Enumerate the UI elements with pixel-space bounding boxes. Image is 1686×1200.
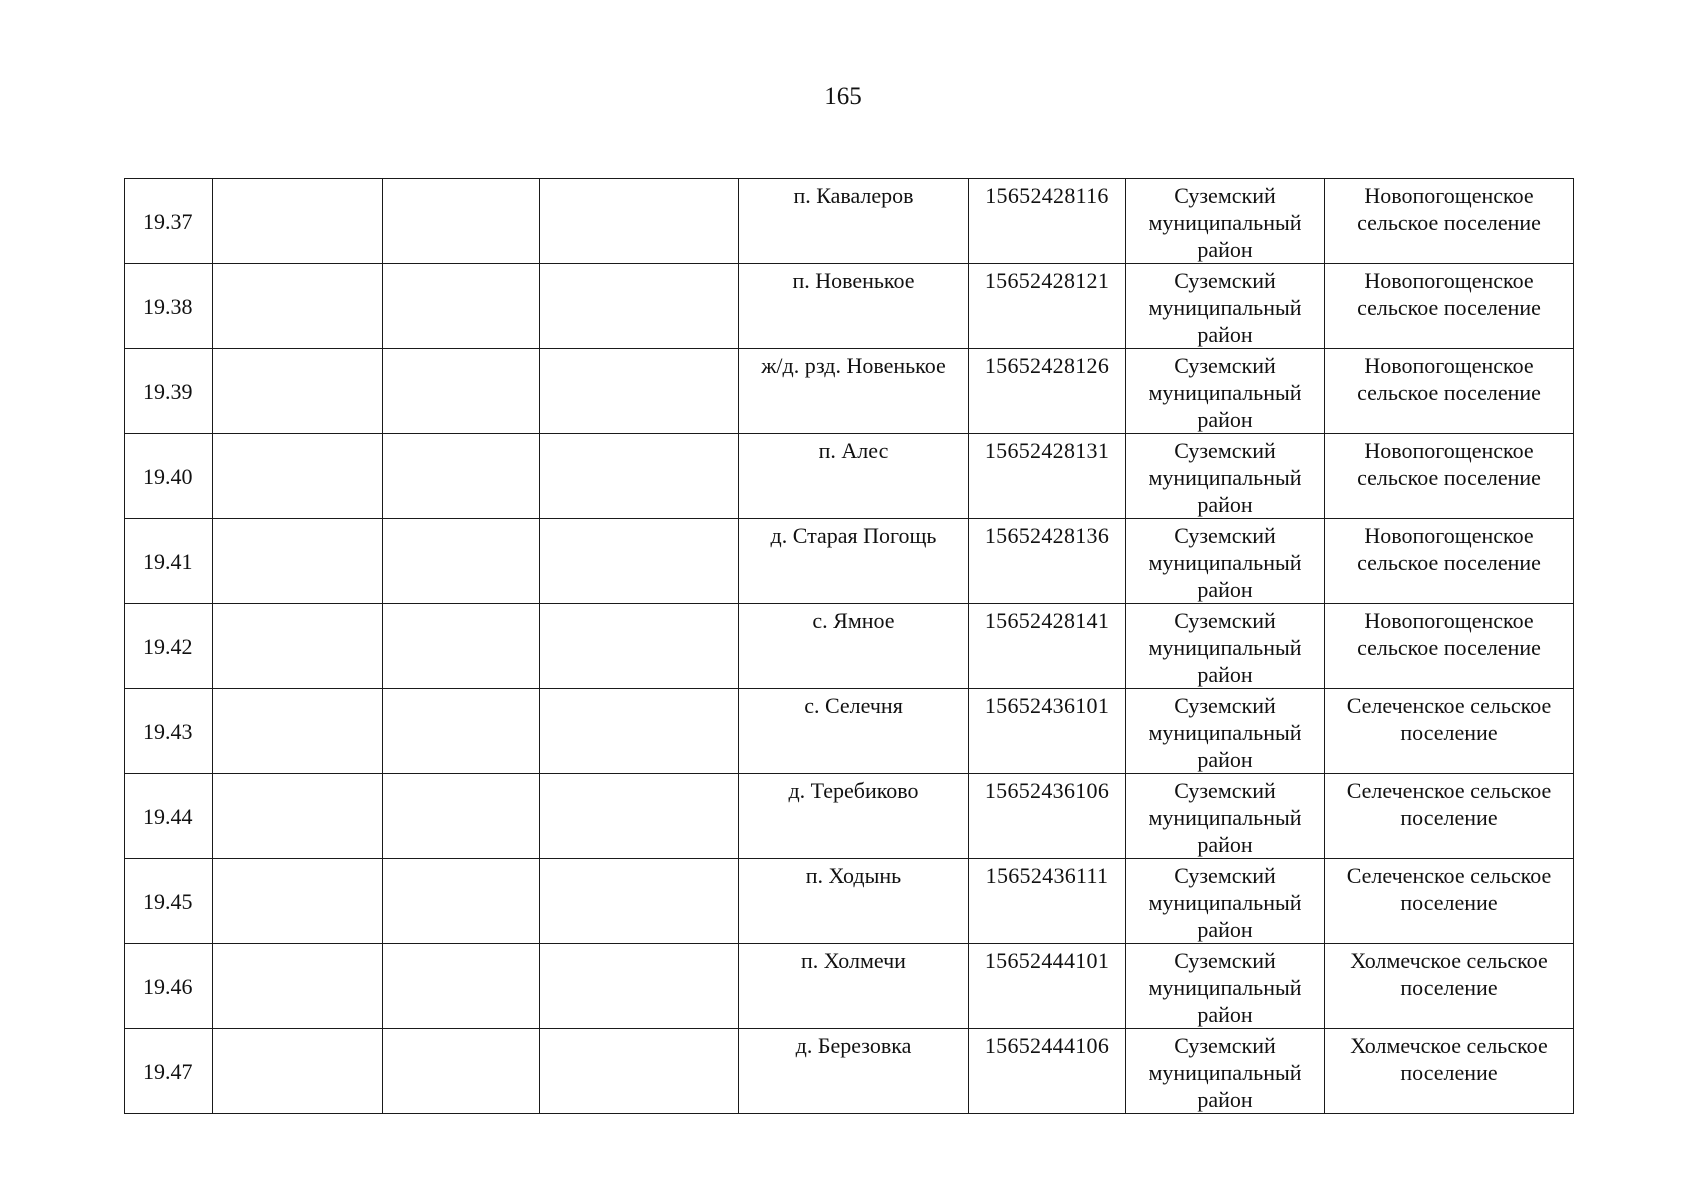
district-line: муниципальный bbox=[1148, 720, 1302, 745]
empty-cell bbox=[213, 859, 383, 944]
page-number: 165 bbox=[824, 83, 862, 110]
empty-cell bbox=[213, 349, 383, 434]
district-cell bbox=[1126, 1029, 1325, 1114]
oktmo-code: 15652436101 bbox=[984, 693, 1110, 718]
oktmo-code-cell bbox=[969, 689, 1126, 774]
settlement-name-cell bbox=[739, 1029, 969, 1114]
empty-cell bbox=[540, 774, 739, 859]
table-row bbox=[125, 1029, 1574, 1114]
row-number: 19.37 bbox=[143, 208, 193, 234]
district-cell bbox=[1126, 434, 1325, 519]
oktmo-code: 15652428136 bbox=[984, 523, 1110, 548]
empty-cell bbox=[540, 944, 739, 1029]
settlement-name: п. Кавалеров bbox=[793, 183, 914, 208]
district-line: район bbox=[1197, 917, 1253, 942]
municipal-settlement-line: поселение bbox=[1400, 720, 1498, 745]
municipal-settlement-line: Селеченское сельское bbox=[1346, 693, 1552, 718]
empty-cell bbox=[213, 434, 383, 519]
municipal-settlement-line: сельское поселение bbox=[1357, 550, 1541, 575]
table-row bbox=[125, 434, 1574, 519]
empty-cell bbox=[213, 689, 383, 774]
municipal-settlement-line: сельское поселение bbox=[1357, 635, 1541, 660]
row-number-cell bbox=[125, 434, 213, 519]
empty-cell bbox=[383, 519, 540, 604]
oktmo-code-cell bbox=[969, 774, 1126, 859]
oktmo-code: 15652444101 bbox=[984, 948, 1110, 973]
empty-cell bbox=[383, 349, 540, 434]
district-line: Суземский bbox=[1174, 948, 1276, 973]
row-number-cell bbox=[125, 944, 213, 1029]
row-number-cell bbox=[125, 859, 213, 944]
district-line: район bbox=[1197, 407, 1253, 432]
settlement-name: п. Ходынь bbox=[805, 863, 902, 888]
row-number: 19.44 bbox=[143, 803, 193, 829]
municipal-settlement-line: поселение bbox=[1400, 890, 1498, 915]
oktmo-code: 15652428131 bbox=[984, 438, 1110, 463]
empty-cell bbox=[213, 519, 383, 604]
table-row bbox=[125, 349, 1574, 434]
empty-cell bbox=[383, 859, 540, 944]
district-line: район bbox=[1197, 662, 1253, 687]
settlement-name-cell bbox=[739, 179, 969, 264]
row-number-cell bbox=[125, 179, 213, 264]
district-cell bbox=[1126, 179, 1325, 264]
municipal-settlement-cell bbox=[1325, 1029, 1574, 1114]
oktmo-code: 15652428141 bbox=[984, 608, 1110, 633]
municipal-settlement-line: Новопогощенское bbox=[1364, 183, 1534, 208]
district-line: муниципальный bbox=[1148, 550, 1302, 575]
row-number-cell bbox=[125, 264, 213, 349]
municipal-settlement-line: Новопогощенское bbox=[1364, 353, 1534, 378]
settlement-name-cell bbox=[739, 774, 969, 859]
oktmo-code: 15652444106 bbox=[984, 1033, 1110, 1058]
municipal-settlement-cell bbox=[1325, 944, 1574, 1029]
district-line: Суземский bbox=[1174, 523, 1276, 548]
oktmo-code: 15652428116 bbox=[985, 183, 1109, 208]
empty-cell bbox=[540, 1029, 739, 1114]
district-cell bbox=[1126, 349, 1325, 434]
table-row bbox=[125, 944, 1574, 1029]
row-number: 19.42 bbox=[143, 633, 193, 659]
table-row bbox=[125, 689, 1574, 774]
oktmo-code-cell bbox=[969, 434, 1126, 519]
municipal-settlement-cell bbox=[1325, 349, 1574, 434]
row-number-cell bbox=[125, 349, 213, 434]
table-row bbox=[125, 264, 1574, 349]
municipal-settlement-cell bbox=[1325, 434, 1574, 519]
district-line: район bbox=[1197, 322, 1253, 347]
municipal-settlement-line: Холмечское сельское bbox=[1350, 1033, 1548, 1058]
row-number: 19.41 bbox=[143, 548, 193, 574]
municipal-settlement-line: Новопогощенское bbox=[1364, 438, 1534, 463]
settlement-name-cell bbox=[739, 689, 969, 774]
municipal-settlement-line: Новопогощенское bbox=[1364, 268, 1534, 293]
oktmo-code: 15652428121 bbox=[984, 268, 1110, 293]
settlement-name-cell bbox=[739, 519, 969, 604]
row-number: 19.46 bbox=[143, 973, 193, 999]
district-line: муниципальный bbox=[1148, 465, 1302, 490]
district-line: Суземский bbox=[1174, 778, 1276, 803]
empty-cell bbox=[540, 264, 739, 349]
empty-cell bbox=[213, 604, 383, 689]
empty-cell bbox=[383, 434, 540, 519]
district-line: муниципальный bbox=[1148, 380, 1302, 405]
district-line: муниципальный bbox=[1148, 805, 1302, 830]
district-line: район bbox=[1197, 832, 1253, 857]
district-cell bbox=[1126, 944, 1325, 1029]
empty-cell bbox=[540, 179, 739, 264]
table-row bbox=[125, 604, 1574, 689]
row-number-cell bbox=[125, 1029, 213, 1114]
row-number-cell bbox=[125, 519, 213, 604]
empty-cell bbox=[383, 689, 540, 774]
oktmo-code-cell bbox=[969, 604, 1126, 689]
district-line: Суземский bbox=[1174, 353, 1276, 378]
empty-cell bbox=[540, 689, 739, 774]
empty-cell bbox=[383, 944, 540, 1029]
district-line: муниципальный bbox=[1148, 635, 1302, 660]
empty-cell bbox=[213, 1029, 383, 1114]
settlement-name: д. Теребиково bbox=[788, 778, 919, 803]
row-number: 19.39 bbox=[143, 378, 193, 404]
settlement-name: п. Новенькое bbox=[792, 268, 915, 293]
district-line: Суземский bbox=[1174, 438, 1276, 463]
district-line: муниципальный bbox=[1148, 890, 1302, 915]
district-line: район bbox=[1197, 492, 1253, 517]
district-line: район bbox=[1197, 577, 1253, 602]
municipal-settlement-line: Селеченское сельское bbox=[1346, 863, 1552, 888]
empty-cell bbox=[383, 1029, 540, 1114]
oktmo-code-cell bbox=[969, 349, 1126, 434]
district-line: муниципальный bbox=[1148, 295, 1302, 320]
settlement-name: ж/д. рзд. Новенькое bbox=[761, 353, 946, 378]
municipal-settlement-line: сельское поселение bbox=[1357, 465, 1541, 490]
table-body bbox=[125, 179, 1574, 1114]
row-number: 19.38 bbox=[143, 293, 193, 319]
row-number: 19.43 bbox=[143, 718, 193, 744]
row-number-cell bbox=[125, 774, 213, 859]
municipal-settlement-line: поселение bbox=[1400, 805, 1498, 830]
district-line: район bbox=[1197, 747, 1253, 772]
district-line: муниципальный bbox=[1148, 1060, 1302, 1085]
oktmo-code-cell bbox=[969, 264, 1126, 349]
empty-cell bbox=[383, 264, 540, 349]
settlement-name-cell bbox=[739, 944, 969, 1029]
oktmo-code: 15652436111 bbox=[985, 863, 1109, 888]
district-line: Суземский bbox=[1174, 1033, 1276, 1058]
municipal-settlement-line: сельское поселение bbox=[1357, 210, 1541, 235]
municipal-settlement-cell bbox=[1325, 519, 1574, 604]
district-cell bbox=[1126, 689, 1325, 774]
district-line: Суземский bbox=[1174, 863, 1276, 888]
district-line: Суземский bbox=[1174, 268, 1276, 293]
municipal-settlement-line: сельское поселение bbox=[1357, 295, 1541, 320]
district-cell bbox=[1126, 264, 1325, 349]
settlement-name-cell bbox=[739, 604, 969, 689]
oktmo-code: 15652436106 bbox=[984, 778, 1110, 803]
row-number-cell bbox=[125, 689, 213, 774]
oktmo-code-cell bbox=[969, 179, 1126, 264]
table-row bbox=[125, 519, 1574, 604]
municipal-settlement-cell bbox=[1325, 774, 1574, 859]
empty-cell bbox=[540, 519, 739, 604]
settlement-name: п. Алес bbox=[818, 438, 889, 463]
row-number: 19.40 bbox=[143, 463, 193, 489]
district-cell bbox=[1126, 774, 1325, 859]
empty-cell bbox=[213, 264, 383, 349]
municipal-settlement-line: Новопогощенское bbox=[1364, 523, 1534, 548]
empty-cell bbox=[383, 604, 540, 689]
municipal-settlement-cell bbox=[1325, 179, 1574, 264]
district-line: муниципальный bbox=[1148, 210, 1302, 235]
empty-cell bbox=[213, 179, 383, 264]
table-row bbox=[125, 774, 1574, 859]
settlement-name-cell bbox=[739, 264, 969, 349]
district-line: Суземский bbox=[1174, 693, 1276, 718]
settlement-name-cell bbox=[739, 434, 969, 519]
empty-cell bbox=[540, 434, 739, 519]
row-number: 19.47 bbox=[143, 1058, 193, 1084]
municipal-settlement-line: поселение bbox=[1400, 975, 1498, 1000]
district-cell bbox=[1126, 859, 1325, 944]
municipal-settlement-cell bbox=[1325, 689, 1574, 774]
table-row bbox=[125, 859, 1574, 944]
district-line: район bbox=[1197, 1002, 1253, 1027]
empty-cell bbox=[213, 774, 383, 859]
oktmo-code: 15652428126 bbox=[984, 353, 1110, 378]
empty-cell bbox=[540, 859, 739, 944]
municipal-settlement-line: Селеченское сельское bbox=[1346, 778, 1552, 803]
municipal-settlement-line: сельское поселение bbox=[1357, 380, 1541, 405]
district-line: Суземский bbox=[1174, 183, 1276, 208]
settlement-name: д. Березовка bbox=[795, 1033, 912, 1058]
district-line: муниципальный bbox=[1148, 975, 1302, 1000]
empty-cell bbox=[540, 349, 739, 434]
table-row bbox=[125, 179, 1574, 264]
settlement-name: с. Ямное bbox=[812, 608, 895, 633]
district-cell bbox=[1126, 519, 1325, 604]
settlement-name: с. Селечня bbox=[804, 693, 903, 718]
settlement-name: д. Старая Погощь bbox=[770, 523, 937, 548]
municipal-settlement-line: поселение bbox=[1400, 1060, 1498, 1085]
municipal-settlement-cell bbox=[1325, 264, 1574, 349]
empty-cell bbox=[383, 179, 540, 264]
settlement-name: п. Холмечи bbox=[801, 948, 906, 973]
oktmo-code-cell bbox=[969, 944, 1126, 1029]
district-line: Суземский bbox=[1174, 608, 1276, 633]
empty-cell bbox=[383, 774, 540, 859]
district-line: район bbox=[1197, 1087, 1253, 1112]
municipal-settlement-line: Холмечское сельское bbox=[1350, 948, 1548, 973]
municipal-settlement-line: Новопогощенское bbox=[1364, 608, 1534, 633]
registry-table bbox=[124, 178, 1574, 1114]
empty-cell bbox=[540, 604, 739, 689]
row-number: 19.45 bbox=[143, 888, 193, 914]
settlement-name-cell bbox=[739, 859, 969, 944]
row-number-cell bbox=[125, 604, 213, 689]
oktmo-code-cell bbox=[969, 1029, 1126, 1114]
municipal-settlement-cell bbox=[1325, 604, 1574, 689]
municipal-settlement-cell bbox=[1325, 859, 1574, 944]
settlement-name-cell bbox=[739, 349, 969, 434]
district-line: район bbox=[1197, 237, 1253, 262]
oktmo-code-cell bbox=[969, 859, 1126, 944]
empty-cell bbox=[213, 944, 383, 1029]
oktmo-code-cell bbox=[969, 519, 1126, 604]
district-cell bbox=[1126, 604, 1325, 689]
